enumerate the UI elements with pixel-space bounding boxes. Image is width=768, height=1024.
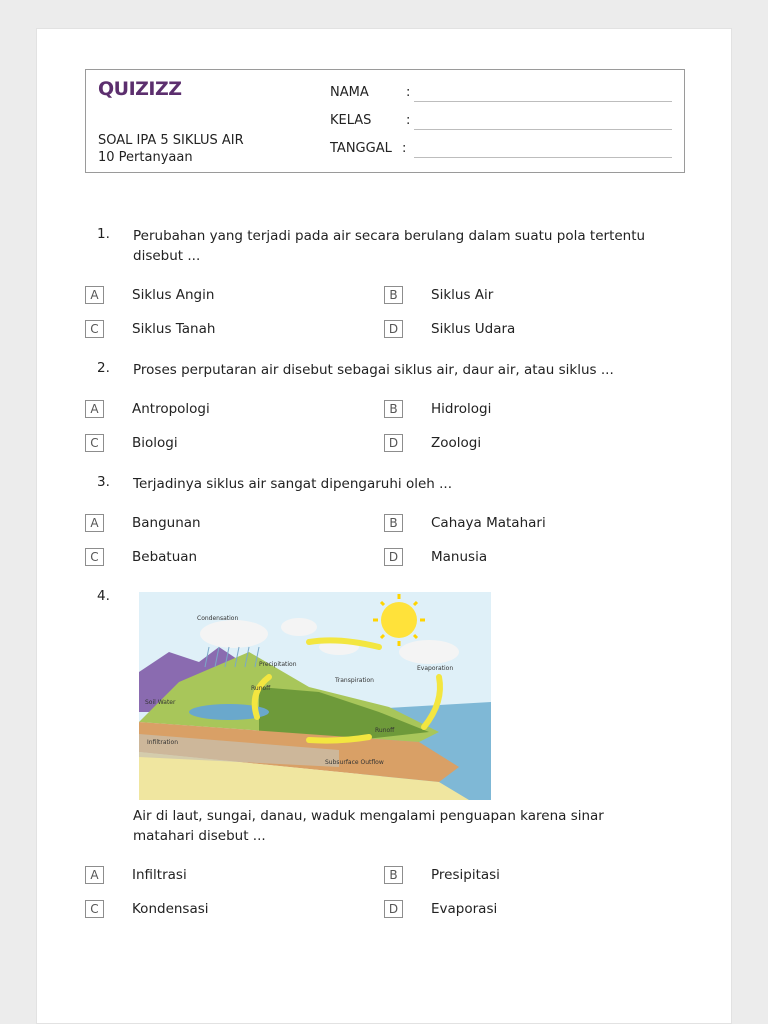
option-text: Biologi [132, 435, 178, 451]
option-text: Kondensasi [132, 901, 209, 917]
class-input-line[interactable] [414, 129, 672, 130]
option-letter-box: C [85, 434, 104, 452]
option-text: Zoologi [431, 435, 482, 451]
option-letter-box: A [85, 400, 104, 418]
option-text: Siklus Angin [132, 287, 215, 303]
option-text: Siklus Tanah [132, 321, 216, 337]
option-text: Cahaya Matahari [431, 515, 546, 531]
option-text: Siklus Udara [431, 321, 516, 337]
worksheet-title: SOAL IPA 5 SIKLUS AIR [98, 133, 244, 148]
diagram-label-runoff-2: Runoff [375, 727, 395, 734]
option-letter-box: A [85, 514, 104, 532]
worksheet-header [85, 69, 685, 173]
diagram-cloud [399, 640, 459, 664]
question-text: Terjadinya siklus air sangat dipengaruhi oleh ... [133, 476, 452, 492]
option-text: Presipitasi [431, 867, 500, 883]
option-letter-box: D [384, 434, 403, 452]
field-label: NAMA [330, 85, 369, 100]
option-text: Bebatuan [132, 549, 198, 565]
field-tanggal[interactable]: TANGGAL : [330, 141, 406, 156]
option-text: Hidrologi [431, 401, 492, 417]
question-count: 10 Pertanyaan [98, 150, 193, 165]
diagram-label-soil-water: Soil Water [145, 699, 176, 706]
option-letter-box: C [85, 548, 104, 566]
option-letter-box: C [85, 900, 104, 918]
option-letter-box: B [384, 286, 403, 304]
diagram-label-subsurface-outflow: Subsurface Outflow [325, 759, 384, 766]
field-label: TANGGAL [330, 141, 392, 156]
quizizz-logo: QUIZIZZ [98, 78, 182, 100]
name-input-line[interactable] [414, 101, 672, 102]
option-letter-box: D [384, 900, 403, 918]
question-number: 1. [97, 226, 110, 242]
option-letter-box: A [85, 866, 104, 884]
option-letter-box: C [85, 320, 104, 338]
water-cycle-diagram [139, 592, 491, 800]
diagram-label-runoff: Runoff [251, 685, 271, 692]
question-number: 2. [97, 360, 110, 376]
option-letter-box: D [384, 548, 403, 566]
question-number: 4. [97, 588, 110, 604]
diagram-label-evaporation: Evaporation [417, 665, 454, 672]
diagram-label-condensation: Condensation [197, 615, 239, 622]
date-input-line[interactable] [414, 157, 672, 158]
option-letter-box: B [384, 866, 403, 884]
option-text: Infiltrasi [132, 867, 187, 883]
option-letter-box: B [384, 400, 403, 418]
worksheet-page [36, 28, 732, 1024]
option-text: Siklus Air [431, 287, 494, 303]
question-text: Air di laut, sungai, danau, waduk mengalami penguapan karena sinar matahari disebut ... [133, 808, 604, 844]
option-text: Manusia [431, 549, 488, 565]
option-letter-box: A [85, 286, 104, 304]
diagram-cloud [281, 618, 317, 636]
option-text: Bangunan [132, 515, 201, 531]
option-text: Antropologi [132, 401, 210, 417]
field-nama[interactable]: NAMA : [330, 85, 410, 100]
field-kelas[interactable]: KELAS : [330, 113, 410, 128]
diagram-label-precipitation: Precipitation [259, 661, 297, 668]
option-letter-box: B [384, 514, 403, 532]
option-letter-box: D [384, 320, 403, 338]
diagram-sun [381, 602, 417, 638]
question-text: Proses perputaran air disebut sebagai siklus air, daur air, atau siklus ... [133, 362, 614, 378]
option-text: Evaporasi [431, 901, 498, 917]
diagram-label-infiltration: Infiltration [147, 739, 179, 746]
field-label: KELAS [330, 113, 372, 128]
worksheet-title-block [98, 132, 244, 166]
question-text: Perubahan yang terjadi pada air secara berulang dalam suatu pola tertentu disebut ... [133, 228, 646, 264]
diagram-label-transpiration: Transpiration [335, 677, 374, 684]
question-number: 3. [97, 474, 110, 490]
diagram-cloud [200, 620, 268, 648]
